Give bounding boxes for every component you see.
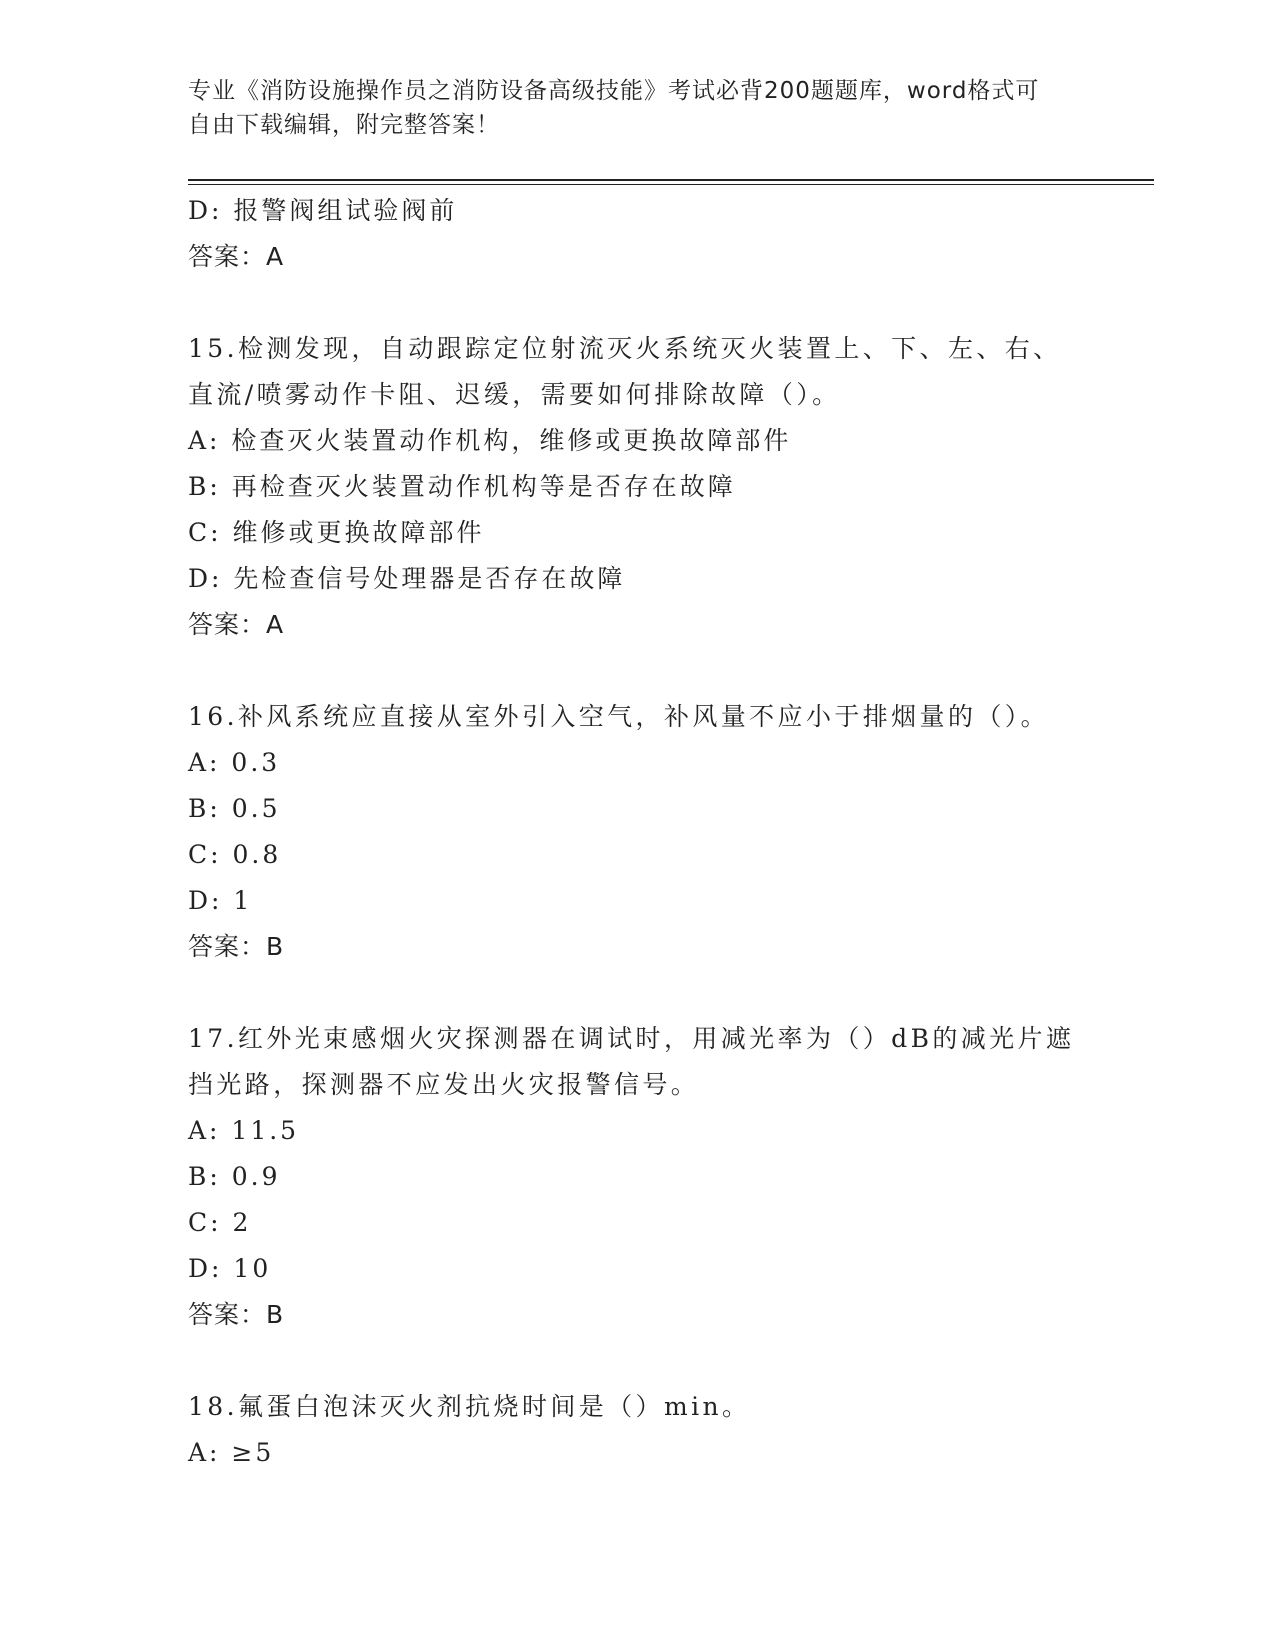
question-16 <box>188 694 1088 970</box>
question-text: 17.红外光束感烟火灾探测器在调试时，用减光率为（）dB的减光片遮 <box>188 1024 1075 1053</box>
option-c: C: 维修或更换故障部件 <box>188 518 485 547</box>
option-b: B: 0.9 <box>188 1162 281 1191</box>
header-line-2: 自由下载编辑，附完整答案！ <box>188 112 500 138</box>
answer: 答案：A <box>188 610 285 639</box>
question-text: 直流/喷雾动作卡阻、迟缓，需要如何排除故障（）。 <box>188 380 841 409</box>
option-d: D: 10 <box>188 1254 272 1283</box>
document-header <box>188 74 1068 142</box>
question-text: 16.补风系统应直接从室外引入空气，补风量不应小于排烟量的（）。 <box>188 702 1050 731</box>
option-d: D: 报警阀组试验阀前 <box>188 196 458 225</box>
answer: 答案：A <box>188 242 285 271</box>
option-b: B: 再检查灭火装置动作机构等是否存在故障 <box>188 472 736 501</box>
question-15 <box>188 326 1088 648</box>
option-d: D: 先检查信号处理器是否存在故障 <box>188 564 626 593</box>
question-18 <box>188 1384 1088 1476</box>
option-d: D: 1 <box>188 886 253 915</box>
document-body <box>188 188 1088 1476</box>
header-line-1: 专业《消防设施操作员之消防设备高级技能》考试必背200题题库，word格式可 <box>188 78 1040 104</box>
answer: 答案：B <box>188 932 285 961</box>
header-divider-thin <box>188 184 1154 185</box>
option-b: B: 0.5 <box>188 794 281 823</box>
option-a: A: 检查灭火装置动作机构，维修或更换故障部件 <box>188 426 792 455</box>
question-17 <box>188 1016 1088 1338</box>
option-a: A: 11.5 <box>188 1116 300 1145</box>
header-divider-thick <box>188 179 1154 181</box>
option-a: A: 0.3 <box>188 748 281 777</box>
answer: 答案：B <box>188 1300 285 1329</box>
option-c: C: 0.8 <box>188 840 282 869</box>
option-c: C: 2 <box>188 1208 252 1237</box>
question-text: 15.检测发现，自动跟踪定位射流灭火系统灭火装置上、下、左、右、 <box>188 334 1062 363</box>
option-a: A: ≥5 <box>188 1438 275 1467</box>
question-text: 18.氟蛋白泡沫灭火剂抗烧时间是（）min。 <box>188 1392 751 1421</box>
question-text: 挡光路，探测器不应发出火灾报警信号。 <box>188 1070 700 1099</box>
